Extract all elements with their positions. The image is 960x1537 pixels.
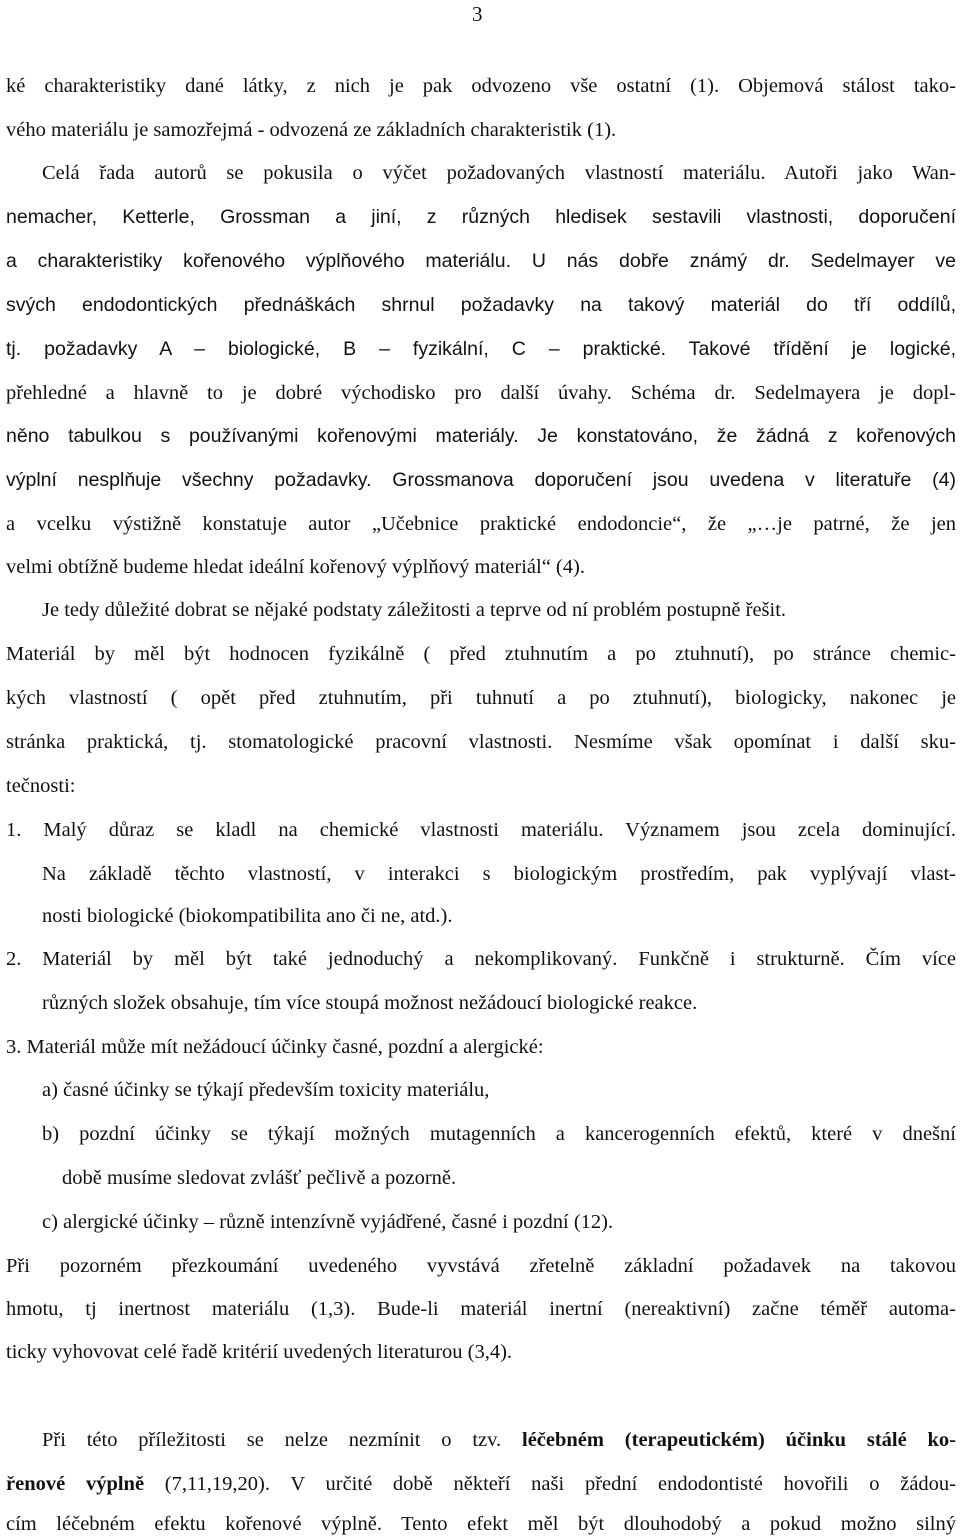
text-line: tečnosti: xyxy=(6,775,76,797)
text-line: velmi obtížně budeme hledat ideální kořenový výplňový materiál“ (4). xyxy=(6,556,585,578)
text-line: a charakteristiky kořenového výplňového materiálu. U nás dobře známý dr. Sedelmayer ve xyxy=(6,250,956,272)
text-line: Je tedy důležité dobrat se nějaké podstaty záležitosti a teprve od ní problém postupně řešit. xyxy=(42,599,787,621)
text-line: nosti biologické (biokompatibilita ano či ne, atd.). xyxy=(42,905,453,927)
list-item-3: 3. Materiál může mít nežádoucí účinky časné, pozdní a alergické: xyxy=(6,1036,544,1058)
bold-phrase: léčebném (terapeutickém) účinku stálé ko- xyxy=(522,1429,956,1451)
sub-item-c: c) alergické účinky – různě intenzívně vyjádřené, časné i pozdní (12). xyxy=(42,1211,614,1233)
text-run: (7,11,19,20). V určité době někteří naši přední endodontisté hovořili o žádou- xyxy=(164,1473,957,1495)
text-line: Celá řada autorů se pokusila o výčet požadovaných vlastností materiálu. Autoři jako Wan- xyxy=(42,162,956,184)
text-line: vého materiálu je samozřejmá - odvozená ze základních charakteristik (1). xyxy=(6,119,617,141)
sub-item-a: a) časné účinky se týkají především toxicity materiálu, xyxy=(42,1079,490,1101)
text-line: nemacher, Ketterle, Grossman a jiní, z různých hledisek sestavili vlastnosti, doporučení xyxy=(6,206,956,228)
text-line: a vcelku výstižně konstatuje autor „Učebnice praktické endodoncie“, že „…je patrné, že jen xyxy=(6,513,956,535)
text-line: tj. požadavky A – biologické, B – fyzikální, C – praktické. Takové třídění je logické, xyxy=(6,338,956,360)
text-line xyxy=(6,1472,956,1496)
text-line: Materiál by měl být hodnocen fyzikálně ( před ztuhnutím a po ztuhnutí), po stránce chemic- xyxy=(6,643,956,665)
text-line: svých endodontických přednáškách shrnul požadavky na takový materiál do tří oddílů, xyxy=(6,294,956,316)
list-item-2: 2. Materiál by měl být také jednoduchý a nekomplikovaný. Funkčně i strukturně. Čím více xyxy=(6,948,956,970)
text-line: výplní nesplňuje všechny požadavky. Grossmanova doporučení jsou uvedena v literatuře (4) xyxy=(6,469,956,491)
text-line: Při pozorném přezkoumání uvedeného vyvstává zřetelně základní požadavek na takovou xyxy=(6,1255,956,1277)
text-line: něno tabulkou s používanými kořenovými materiály. Je konstatováno, že žádná z kořenových xyxy=(6,425,956,447)
list-item-1: 1. Malý důraz se kladl na chemické vlastnosti materiálu. Významem jsou zcela dominující. xyxy=(6,819,956,841)
text-line: ticky vyhovovat celé řadě kritérií uvedených literaturou (3,4). xyxy=(6,1341,513,1363)
text-line: přehledné a hlavně to je dobré východisko pro další úvahy. Schéma dr. Sedelmayera je dopl- xyxy=(6,382,956,404)
text-line: stránka praktická, tj. stomatologické pracovní vlastnosti. Nesmíme však opomínat i další sku- xyxy=(6,731,956,753)
text-line: různých složek obsahuje, tím více stoupá možnost nežádoucí biologické reakce. xyxy=(42,992,698,1014)
text-line: hmotu, tj inertnost materiálu (1,3). Bude-li materiál inertní (nereaktivní) začne téměř automa- xyxy=(6,1298,956,1320)
sub-item-b: b) pozdní účinky se týkají možných mutagenních a kancerogenních efektů, které v dnešní xyxy=(42,1123,956,1145)
text-line: Na základě těchto vlastností, v interakci s biologickým prostředím, pak vyplývají vlast- xyxy=(42,863,956,885)
bold-phrase: řenové výplně xyxy=(6,1473,145,1495)
text-run: Při této příležitosti se nelze nezmínit o tzv. xyxy=(42,1429,502,1451)
text-line: cím léčebném efektu kořenové výplně. Tento efekt měl být dlouhodobý a pokud možno silný xyxy=(6,1513,956,1535)
text-line: kých vlastností ( opět před ztuhnutím, při tuhnutí a po ztuhnutí), biologicky, nakonec je xyxy=(6,687,956,709)
text-line xyxy=(42,1428,956,1452)
text-line: ké charakteristiky dané látky, z nich je pak odvozeno vše ostatní (1). Objemová stálost tako- xyxy=(6,75,956,97)
page-number: 3 xyxy=(472,2,483,26)
text-line: době musíme sledovat zvlášť pečlivě a pozorně. xyxy=(62,1167,457,1189)
